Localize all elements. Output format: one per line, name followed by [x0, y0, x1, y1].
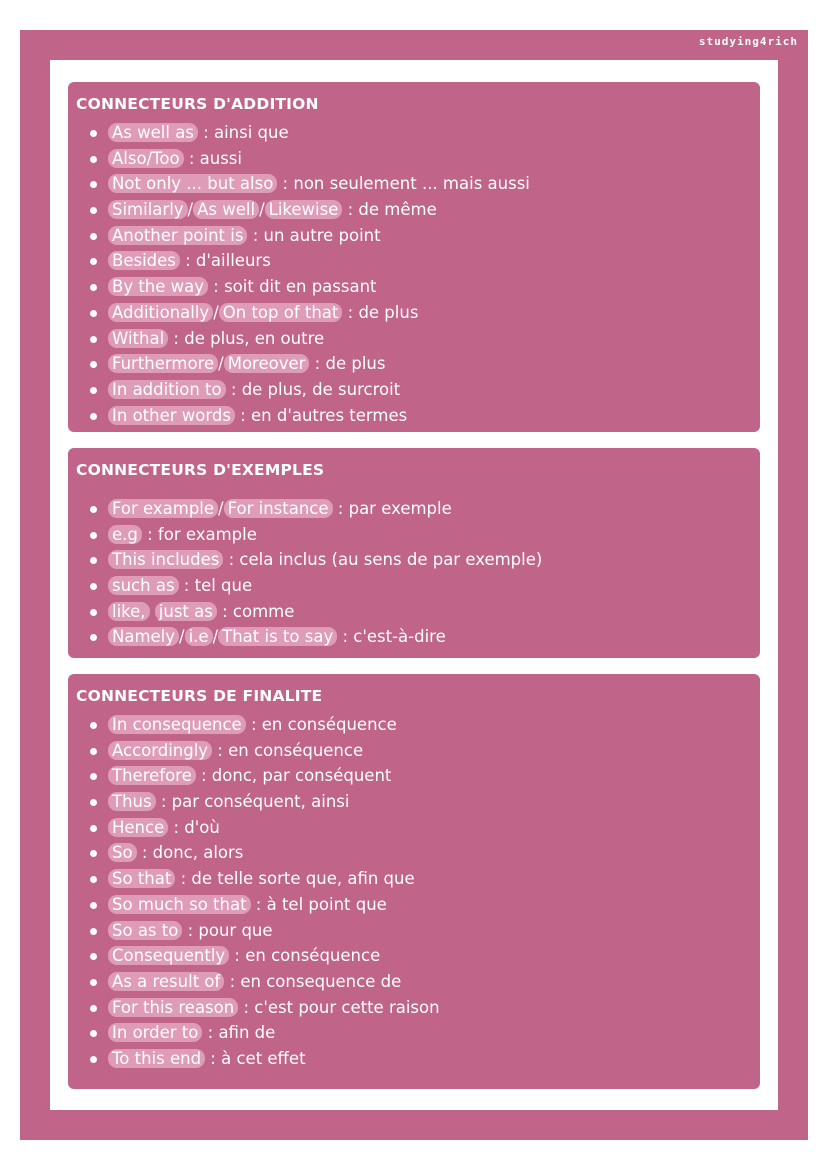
- section-finalite: [68, 674, 760, 1089]
- list-item: [90, 943, 760, 969]
- bullet-icon: [90, 387, 97, 394]
- connector-term: Thus: [108, 792, 156, 811]
- bullet-icon: [90, 902, 97, 909]
- section-title: CONNECTEURS D'EXEMPLES: [76, 461, 325, 479]
- connector-term: Another point is: [108, 226, 247, 245]
- list-item: [90, 403, 760, 429]
- connector-term: By the way: [108, 277, 208, 296]
- connector-term: For this reason: [108, 998, 238, 1017]
- connector-term: i.e: [185, 627, 213, 646]
- bullet-icon: [90, 207, 97, 214]
- connector-term: This includes: [108, 550, 223, 569]
- list-item: [90, 351, 760, 377]
- definition-text: : par conséquent, ainsi: [155, 792, 350, 812]
- bullet-icon: [90, 284, 97, 291]
- definition-text: : donc, par conséquent: [195, 766, 392, 786]
- list-item: [90, 300, 760, 326]
- definition-text: : de plus, en outre: [168, 328, 325, 348]
- bullet-icon: [90, 1030, 97, 1037]
- bullet-icon: [90, 748, 97, 755]
- connector-term: Also/Too: [108, 149, 184, 168]
- definition-text: : de plus, de surcroit: [225, 379, 401, 399]
- list-item: [90, 146, 760, 172]
- connector-term: In consequence: [108, 715, 246, 734]
- definition-text: : en consequence de: [224, 971, 402, 991]
- definition-text: : aussi: [183, 148, 242, 168]
- definition-text: : ainsi que: [197, 123, 289, 142]
- term-separator: /: [212, 627, 219, 647]
- definition-text: : cela inclus (au sens de par exemple): [223, 550, 543, 570]
- list-item: [90, 326, 760, 352]
- connector-term: So as to: [108, 921, 182, 940]
- definition-text: : donc, alors: [136, 843, 244, 863]
- definition-text: : de même: [342, 200, 437, 220]
- bullet-icon: [90, 361, 97, 368]
- bullet-icon: [90, 310, 97, 317]
- list-item: [90, 1046, 760, 1072]
- connector-term: Withal: [108, 329, 168, 348]
- connector-list: [76, 120, 760, 428]
- connector-term: Consequently: [108, 946, 229, 965]
- bullet-icon: [90, 979, 97, 986]
- connector-term: So that: [108, 869, 175, 888]
- connector-term: As a result of: [108, 972, 224, 991]
- bullet-icon: [90, 583, 97, 590]
- list-item: [90, 892, 760, 918]
- list-item: [90, 815, 760, 841]
- bullet-icon: [90, 1005, 97, 1012]
- section-title: CONNECTEURS DE FINALITE: [76, 687, 323, 705]
- definition-text: : comme: [216, 601, 295, 621]
- bullet-icon: [90, 156, 97, 163]
- connector-term: Not only ... but also: [108, 174, 277, 193]
- connector-term: For instance: [224, 499, 333, 518]
- section-addition: [68, 82, 760, 432]
- list-item: [90, 1020, 760, 1046]
- connector-list: [76, 496, 760, 650]
- term-separator: /: [218, 499, 224, 518]
- term-separator: /: [213, 302, 219, 322]
- list-item: [90, 171, 760, 197]
- connector-term: On top of that: [219, 303, 343, 322]
- bullet-icon: [90, 557, 97, 564]
- term-separator: /: [218, 354, 224, 374]
- connector-term: For example: [108, 499, 218, 518]
- bullet-icon: [90, 773, 97, 780]
- definition-text: : de plus: [309, 354, 386, 374]
- bullet-icon: [90, 609, 97, 616]
- definition-text: : par exemple: [332, 499, 452, 518]
- definition-text: : en d'autres termes: [234, 405, 408, 425]
- connector-term: In order to: [108, 1023, 202, 1042]
- definition-text: : d'où: [168, 817, 220, 837]
- connector-term: So: [108, 843, 137, 862]
- definition-text: : soit dit en passant: [208, 277, 377, 297]
- connector-term: Accordingly: [108, 741, 212, 760]
- bullet-icon: [90, 233, 97, 240]
- brand-label: studying4rich: [698, 35, 798, 48]
- term-separator: /: [179, 627, 185, 647]
- list-item: [90, 197, 760, 223]
- connector-term: Likewise: [265, 200, 343, 219]
- term-separator: /: [259, 200, 265, 220]
- list-item: [90, 763, 760, 789]
- term-separator: [150, 602, 155, 621]
- definition-text: : un autre point: [247, 225, 381, 245]
- bullet-icon: [90, 722, 97, 729]
- connector-term: In other words: [108, 406, 235, 425]
- definition-text: : à tel point que: [250, 894, 387, 914]
- connector-term: Moreover: [224, 354, 310, 373]
- connector-term: Additionally: [108, 303, 213, 322]
- list-item: [90, 377, 760, 403]
- list-item: [90, 120, 760, 146]
- list-item: [90, 840, 760, 866]
- list-item: [90, 789, 760, 815]
- section-examples: [68, 448, 760, 658]
- definition-text: : d'ailleurs: [179, 251, 271, 271]
- bullet-icon: [90, 506, 97, 513]
- connector-term: So much so that: [108, 895, 251, 914]
- list-item: [90, 522, 760, 548]
- connector-term: Similarly: [108, 200, 188, 219]
- definition-text: : en conséquence: [212, 740, 364, 760]
- list-item: [90, 866, 760, 892]
- list-item: [90, 496, 760, 522]
- connector-term: Namely: [108, 627, 179, 646]
- bullet-icon: [90, 634, 97, 641]
- bullet-icon: [90, 876, 97, 883]
- definition-text: : pour que: [182, 920, 273, 940]
- definition-text: : tel que: [178, 576, 253, 596]
- connector-term: As well: [193, 200, 259, 219]
- connector-term: Furthermore: [108, 354, 218, 373]
- definition-text: : non seulement ... mais aussi: [277, 174, 530, 194]
- bullet-icon: [90, 850, 97, 857]
- definition-text: : de plus: [342, 302, 419, 322]
- connector-term: e.g: [108, 525, 142, 544]
- connector-term: To this end: [108, 1049, 205, 1068]
- connector-term: Therefore: [108, 766, 196, 785]
- definition-text: : en conséquence: [245, 715, 397, 734]
- list-item: [90, 918, 760, 944]
- list-item: [90, 995, 760, 1021]
- connector-term: Besides: [108, 251, 180, 270]
- bullet-icon: [90, 181, 97, 188]
- definition-text: : à cet effet: [205, 1048, 306, 1068]
- connector-term: Hence: [108, 818, 168, 837]
- bullet-icon: [90, 532, 97, 539]
- section-title: CONNECTEURS D'ADDITION: [76, 95, 319, 113]
- connector-term: That is to say: [218, 627, 337, 646]
- list-item: [90, 712, 760, 738]
- connector-list: [76, 712, 760, 1072]
- definition-text: : afin de: [202, 1023, 276, 1043]
- bullet-icon: [90, 336, 97, 343]
- connector-term: like,: [108, 602, 150, 621]
- bullet-icon: [90, 799, 97, 806]
- connector-term: such as: [108, 576, 179, 595]
- list-item: [90, 223, 760, 249]
- list-item: [90, 969, 760, 995]
- connector-term: As well as: [108, 123, 198, 142]
- definition-text: : de telle sorte que, afin que: [175, 869, 415, 889]
- bullet-icon: [90, 953, 97, 960]
- list-item: [90, 547, 760, 573]
- connector-term: just as: [155, 602, 217, 621]
- bullet-icon: [90, 825, 97, 832]
- list-item: [90, 573, 760, 599]
- bullet-icon: [90, 413, 97, 420]
- definition-text: : en conséquence: [229, 946, 381, 966]
- term-separator: /: [187, 200, 194, 220]
- definition-text: : for example: [141, 524, 257, 544]
- definition-text: : c'est pour cette raison: [238, 997, 440, 1017]
- bullet-icon: [90, 258, 97, 265]
- bullet-icon: [90, 130, 97, 137]
- definition-text: : c'est-à-dire: [337, 627, 446, 647]
- list-item: [90, 738, 760, 764]
- list-item: [90, 624, 760, 650]
- bullet-icon: [90, 1056, 97, 1063]
- list-item: [90, 599, 760, 625]
- bullet-icon: [90, 928, 97, 935]
- list-item: [90, 248, 760, 274]
- list-item: [90, 274, 760, 300]
- connector-term: In addition to: [108, 380, 226, 399]
